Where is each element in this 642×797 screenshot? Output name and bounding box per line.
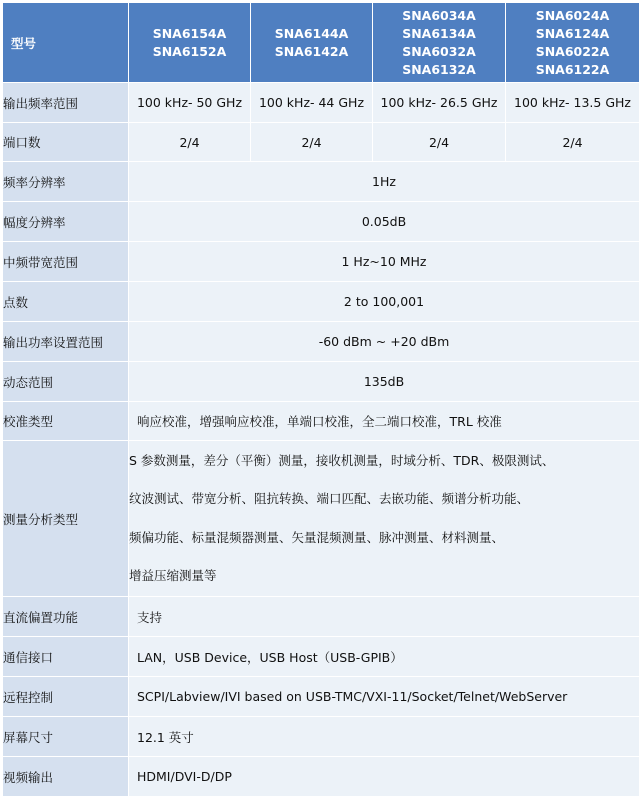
cell-value: 1 Hz~10 MHz [129,242,640,282]
row-label: 端口数 [3,123,129,162]
cell-value: 2/4 [129,123,251,162]
row-label: 通信接口 [3,637,129,677]
row-label: 直流偏置功能 [3,597,129,637]
table-row-remote [3,677,640,717]
table-row-measurement [3,441,640,597]
model-name: SNA6022A [535,43,610,59]
table-row-screen [3,717,640,757]
table-row-ports [3,123,640,162]
cell-value: 2/4 [251,123,373,162]
cell-value: 0.05dB [129,202,640,242]
model-name: SNA6144A [274,25,349,41]
row-label: 输出频率范围 [3,83,129,123]
text-line: 纹波测试、带宽分析、阻抗转换、端口匹配、去嵌功能、频谱分析功能、 [129,491,530,506]
table-row-calibration [3,402,640,441]
text-line: S 参数测量，差分（平衡）测量，接收机测量，时域分析、TDR、极限测试、 [129,452,555,468]
cell-value: 支持 [129,597,640,637]
model-name: SNA6034A [402,7,476,23]
cell-value: LAN，USB Device，USB Host（USB-GPIB） [129,637,640,677]
row-label: 点数 [3,282,129,322]
cell-value: 135dB [129,362,640,402]
cell-value: 100 kHz- 26.5 GHz [373,83,506,123]
cell-value: 2/4 [506,123,640,162]
model-name: SNA6132A [402,61,476,77]
table-row-comm [3,637,640,677]
row-label: 动态范围 [3,362,129,402]
cell-value: SCPI/Labview/IVI based on USB-TMC/VXI-11/Socket/Telnet/WebServer [129,677,640,717]
header-row [3,3,640,83]
row-label: 远程控制 [3,677,129,717]
model-header-label: 型号 [3,3,129,83]
model-column-4 [506,3,640,83]
model-name: SNA6154A [152,25,227,41]
model-name: SNA6142A [274,43,349,59]
cell-value: 100 kHz- 44 GHz [251,83,373,123]
cell-value: 12.1 英寸 [129,717,640,757]
table-row-if-bandwidth [3,242,640,282]
cell-value: HDMI/DVI-D/DP [129,757,640,797]
table-row-power-range [3,322,640,362]
row-label: 测量分析类型 [3,441,129,597]
model-column-1 [129,3,251,83]
cell-value: 1Hz [129,162,640,202]
cell-value-multiline [129,441,640,597]
cell-value: 100 kHz- 13.5 GHz [506,83,640,123]
model-column-3 [373,3,506,83]
cell-value: 2 to 100,001 [129,282,640,322]
table-row-dynamic-range [3,362,640,402]
model-name: SNA6124A [535,25,610,41]
text-line: 频偏功能、标量混频器测量、矢量混频测量、脉冲测量、材料测量、 [129,529,505,545]
table-row-amp-resolution [3,202,640,242]
spec-table [2,2,640,797]
row-label: 屏幕尺寸 [3,717,129,757]
model-name: SNA6152A [152,43,227,59]
model-name: SNA6122A [535,61,610,77]
model-name: SNA6134A [402,25,476,41]
table-row-freq-range [3,83,640,123]
row-label: 校准类型 [3,402,129,441]
cell-value: -60 dBm ~ +20 dBm [129,322,640,362]
cell-value: 100 kHz- 50 GHz [129,83,251,123]
row-label: 中频带宽范围 [3,242,129,282]
cell-value: 响应校准，增强响应校准，单端口校准，全二端口校准，TRL 校准 [129,402,640,441]
model-column-2 [251,3,373,83]
row-label: 频率分辨率 [3,162,129,202]
table-row-dc-bias [3,597,640,637]
table-row-freq-resolution [3,162,640,202]
row-label: 视频输出 [3,757,129,797]
row-label: 输出功率设置范围 [3,322,129,362]
row-label: 幅度分辨率 [3,202,129,242]
model-name: SNA6032A [402,43,476,59]
model-name: SNA6024A [535,7,610,23]
cell-value: 2/4 [373,123,506,162]
text-line: 增益压缩测量等 [129,568,217,583]
table-row-points [3,282,640,322]
